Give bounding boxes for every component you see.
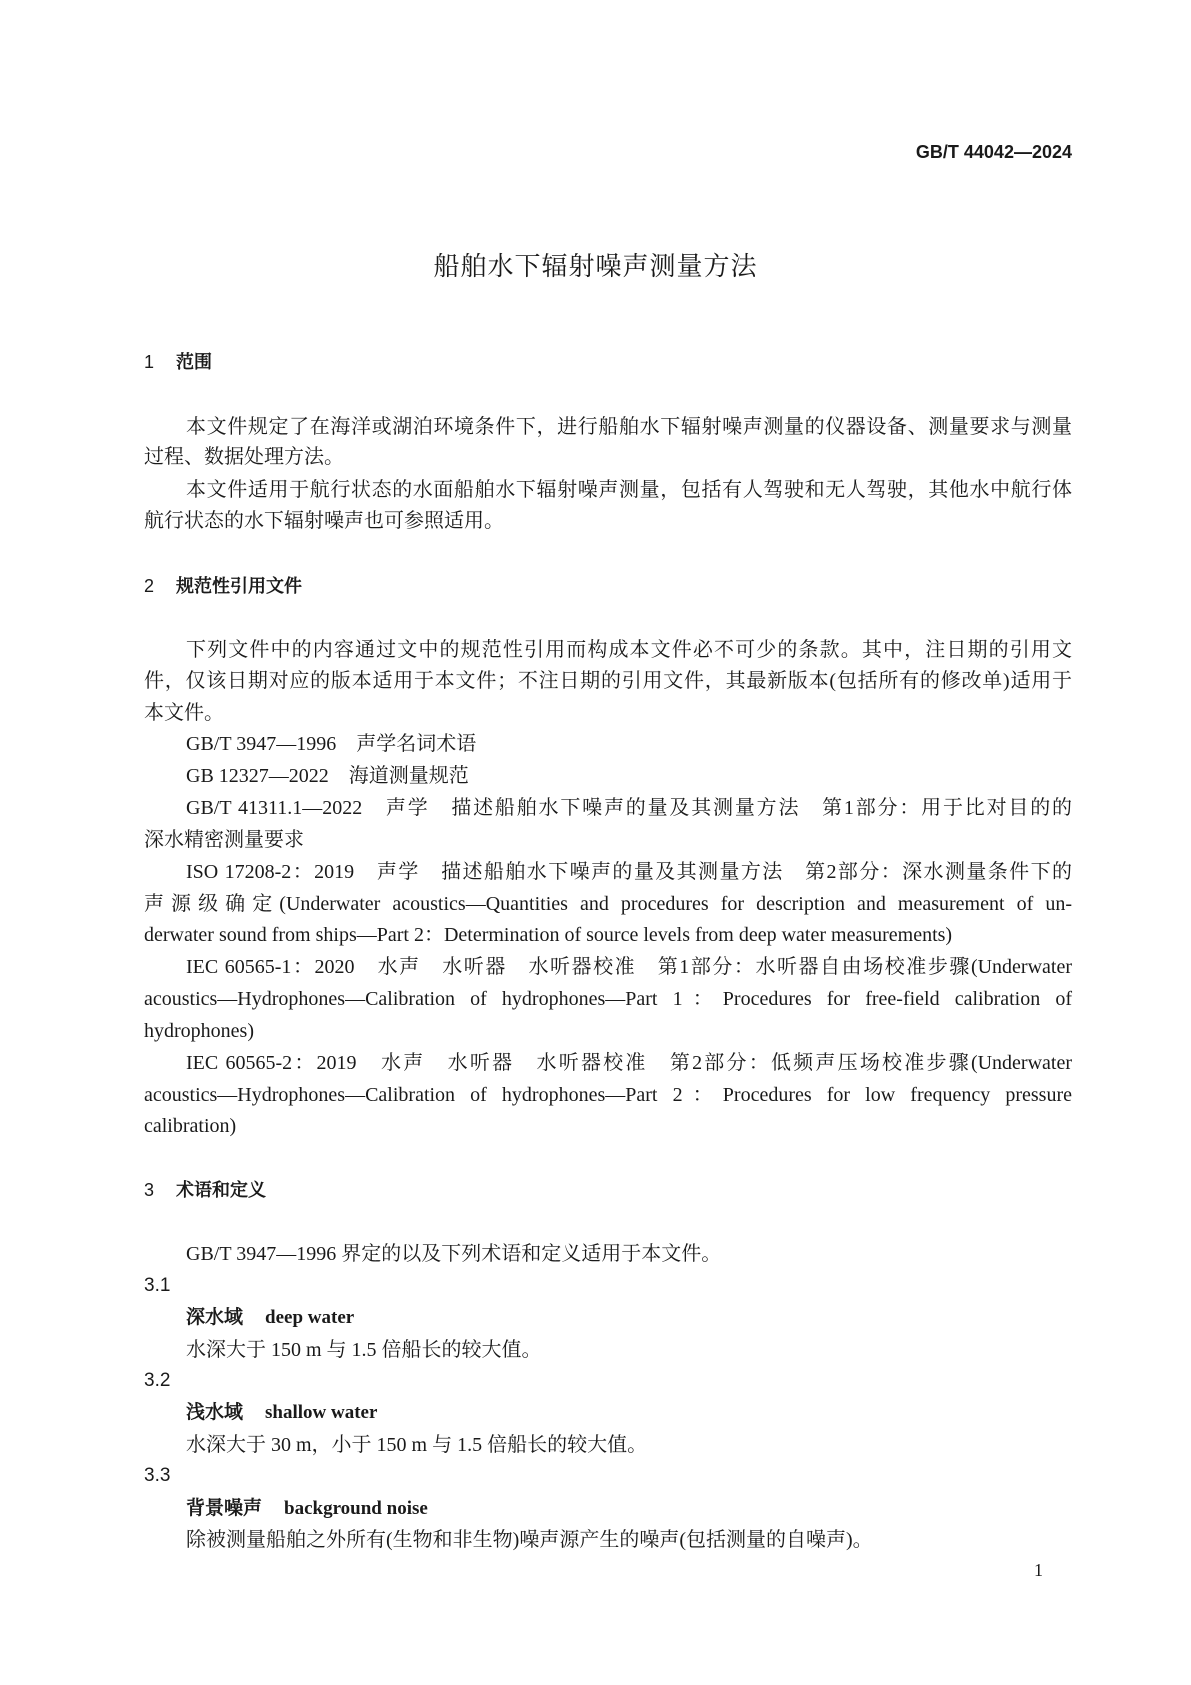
term-number: 3.2 <box>144 1370 171 1391</box>
paragraph-line: 本文件规定了在海洋或湖泊环境条件下，进行船舶水下辐射噪声测量的仪器设备、测量要求与测量 <box>186 416 1072 438</box>
term-en: background noise <box>284 1498 428 1519</box>
term-zh: 浅水域 <box>186 1402 244 1423</box>
reference-line: hydrophones) <box>144 1020 254 1042</box>
section-number: 1 <box>144 352 155 372</box>
section-number: 3 <box>144 1180 155 1200</box>
paragraph-line: GB/T 3947—1996 界定的以及下列术语和定义适用于本文件。 <box>186 1243 722 1265</box>
reference-line: 深水精密测量要求 <box>144 829 304 851</box>
term-definition: 水深大于 30 m，小于 150 m 与 1.5 倍船长的较大值。 <box>186 1434 648 1456</box>
reference-line: acoustics—Hydrophones—Calibration of hydrophones—Part 2：Procedures for low frequency pressure <box>144 1084 1072 1106</box>
section-title: 规范性引用文件 <box>176 576 302 596</box>
paragraph-line: 下列文件中的内容通过文中的规范性引用而构成本文件必不可少的条款。其中，注日期的引用文 <box>186 639 1072 661</box>
term-zh: 背景噪声 <box>186 1498 263 1519</box>
reference-line: 声源级确定(Underwater acoustics—Quantities and procedures for description and measurement of un- <box>144 893 1072 915</box>
term-definition: 水深大于 150 m 与 1.5 倍船长的较大值。 <box>186 1339 542 1361</box>
paragraph-line: 航行状态的水下辐射噪声也可参照适用。 <box>144 510 504 532</box>
reference-line: ISO 17208-2：2019 声学 描述船舶水下噪声的量及其测量方法 第2部分：深水测量条件下的 <box>186 861 1072 883</box>
paragraph-line: 件，仅该日期对应的版本适用于本文件；不注日期的引用文件，其最新版本(包括所有的修改单)适用于 <box>144 670 1072 692</box>
page-number: 1 <box>1034 1560 1043 1580</box>
standard-number: GB/T 44042—2024 <box>915 142 1072 162</box>
term-definition: 除被测量船舶之外所有(生物和非生物)噪声源产生的噪声(包括测量的自噪声)。 <box>186 1529 873 1551</box>
document-title: 船舶水下辐射噪声测量方法 <box>433 251 758 281</box>
reference-line: GB 12327—2022 海道测量规范 <box>186 765 469 787</box>
reference-line: GB/T 3947—1996 声学名词术语 <box>186 733 477 755</box>
reference-line: derwater sound from ships—Part 2：Determination of source levels from deep water measurements) <box>144 924 953 946</box>
term-zh: 深水域 <box>186 1307 244 1328</box>
section-number: 2 <box>144 576 155 596</box>
term-title <box>186 1400 377 1426</box>
reference-line: acoustics—Hydrophones—Calibration of hydrophones—Part 1：Procedures for free-field calibration of <box>144 988 1072 1010</box>
term-number: 3.1 <box>144 1275 171 1296</box>
paragraph-line: 本文件适用于航行状态的水面船舶水下辐射噪声测量，包括有人驾驶和无人驾驶，其他水中航行体 <box>186 479 1072 501</box>
term-en: deep water <box>265 1307 355 1328</box>
paragraph-line: 本文件。 <box>144 702 224 724</box>
section-3-heading <box>144 1177 266 1203</box>
term-number: 3.3 <box>144 1465 171 1486</box>
section-title: 术语和定义 <box>176 1180 266 1200</box>
reference-line: IEC 60565-2：2019 水声 水听器 水听器校准 第2部分：低频声压场校准步骤(Underwater <box>186 1052 1072 1074</box>
reference-line: calibration) <box>144 1115 237 1137</box>
section-2-heading <box>144 573 302 599</box>
section-title: 范围 <box>176 352 212 372</box>
term-en: shallow water <box>265 1402 378 1423</box>
term-title <box>186 1305 354 1331</box>
term-title <box>186 1496 428 1522</box>
reference-line: GB/T 41311.1—2022 声学 描述船舶水下噪声的量及其测量方法 第1部分：用于比对目的的 <box>186 797 1072 819</box>
paragraph-line: 过程、数据处理方法。 <box>144 446 344 468</box>
reference-line: IEC 60565-1：2020 水声 水听器 水听器校准 第1部分：水听器自由场校准步骤(Underwater <box>186 956 1072 978</box>
section-1-heading <box>144 349 212 375</box>
